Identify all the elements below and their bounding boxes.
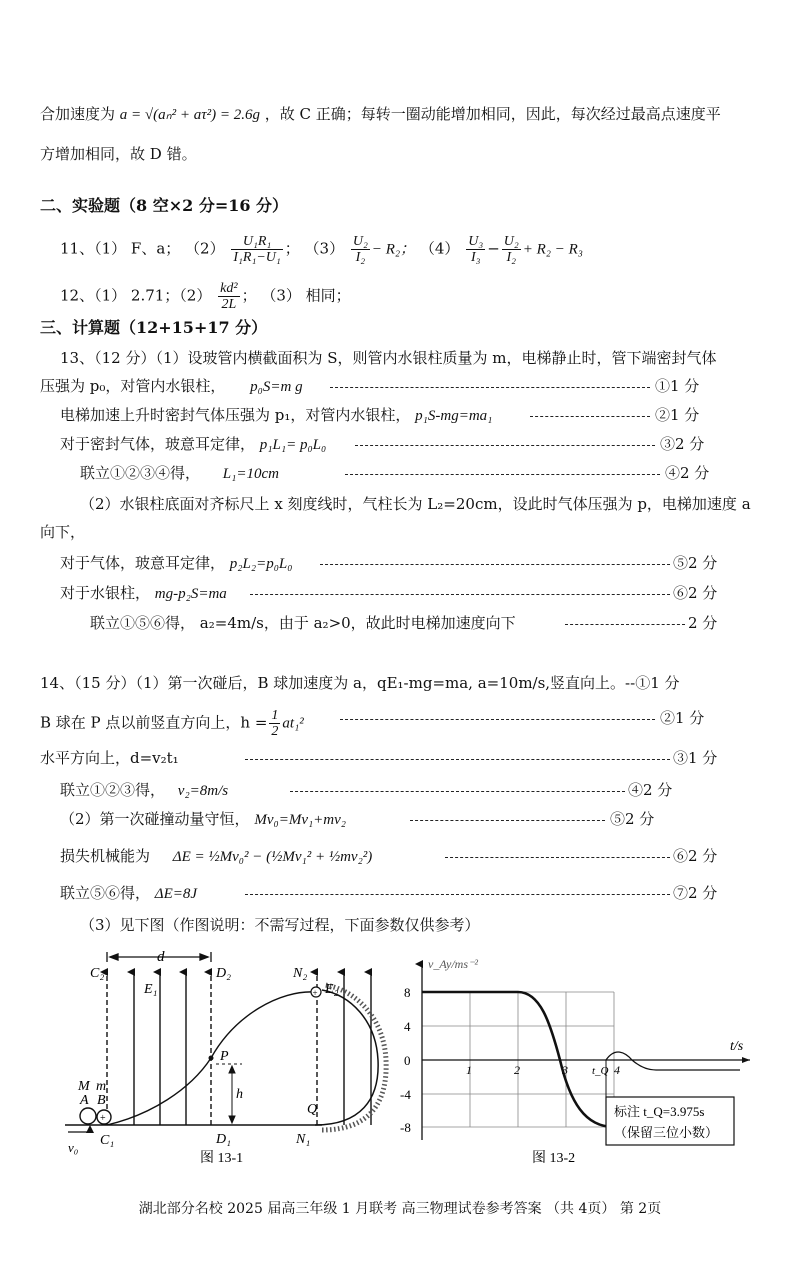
q11-line <box>60 234 583 265</box>
label-d: d <box>157 949 165 965</box>
q11-part4-num2: U₂ <box>503 234 519 249</box>
q12-part2-tail: ； <box>241 286 257 305</box>
q14-l6-score: ⑥2 分 <box>673 847 718 865</box>
leader-dashes <box>245 894 670 895</box>
q11-part4-minus: − <box>487 239 500 258</box>
leader-dashes <box>355 445 655 446</box>
q14-line-1: 14、（15 分）（1）第一次碰后，B 球加速度为 a，qE₁-mg=ma, a=10m/s,竖直向上。--①1 分 <box>40 674 680 692</box>
label-m-small: m <box>96 1079 107 1094</box>
q12-label: 12、 <box>60 286 95 305</box>
q13-line-10 <box>90 613 516 633</box>
q13-line-6: （2）水银柱底面对齐标尺上 x 刻度线时，气柱长为 L₂=20cm，设此时气体压强为 p，电梯加速度 a <box>80 495 751 513</box>
point-p-dot <box>209 1056 214 1061</box>
q13-l5-eq: L₁=10cm <box>222 466 279 482</box>
q14-line-6 <box>60 846 372 867</box>
figure-13-1 <box>60 940 400 1170</box>
q14-line-4 <box>60 780 228 801</box>
q13-l4-eq: p₁L₁= p₀L₀ <box>259 437 327 453</box>
q14-line-3 <box>40 748 179 768</box>
leader-dashes <box>245 759 670 760</box>
q12-part2-den: 2L <box>221 297 237 312</box>
q14-l7-text: 联立⑤⑥得， <box>60 884 151 902</box>
intro-line-1 <box>40 104 721 125</box>
q14-l7-score: ⑦2 分 <box>673 884 718 902</box>
xtick-2: 2 <box>514 1063 520 1077</box>
q14-line-2 <box>40 708 304 739</box>
label-d1: D₁ <box>216 1132 231 1147</box>
leader-dashes <box>445 857 670 858</box>
label-e2: E₂ <box>325 982 339 997</box>
q11-part3-fraction <box>351 234 370 265</box>
leader-dashes <box>410 820 605 821</box>
q14-l3-score: ③1 分 <box>673 749 718 767</box>
xtick-4: 4 <box>614 1063 620 1077</box>
leader-dashes <box>565 624 685 625</box>
q14-l5-score: ⑤2 分 <box>610 810 655 828</box>
label-b: B <box>97 1093 106 1108</box>
q14-l2-text: B 球在 P 点以前竖直方向上，h = <box>40 713 268 732</box>
label-q: Q <box>307 1102 318 1117</box>
q11-part4-num1: U₃ <box>468 234 484 249</box>
x-axis-arrowhead <box>742 1057 750 1063</box>
q11-part3-num: U₂ <box>352 234 368 249</box>
xtick-3: 3 <box>562 1063 568 1077</box>
q13-line-1: 13、（12 分）（1）设玻管内横截面积为 S，则管内水银柱质量为 m，电梯静止时，管下端密封气体 <box>60 349 717 367</box>
q11-part3-label: （3） <box>304 239 345 258</box>
q14-l3-text: 水平方向上，d=v₂t₁ <box>40 749 179 767</box>
q14-l6-eq: ΔE = ½Mv₀² − (½Mv₁² + ½mv₂²) <box>172 849 373 865</box>
ball-a <box>80 1108 96 1124</box>
ytick-8: 8 <box>404 985 411 1000</box>
q13-l2-score: ①1 分 <box>655 377 700 395</box>
ytick-4: 4 <box>404 1019 411 1034</box>
intro-suffix: ，故 C 正确；每转一圈动能增加相同，因此，每次经过最高点速度平 <box>264 105 721 123</box>
q13-line-4 <box>60 434 326 455</box>
label-n1: N₁ <box>296 1132 311 1147</box>
q13-line-2 <box>40 376 303 397</box>
q11-part4-label: （4） <box>419 239 460 258</box>
q13-l3-score: ②1 分 <box>655 406 700 424</box>
section3-title: 三、计算题（12+15+17 分） <box>40 318 268 337</box>
plus-sign: + <box>100 1113 106 1124</box>
q14-line-7 <box>60 883 197 904</box>
q13-l4-text: 对于密封气体，玻意耳定律， <box>60 435 256 453</box>
q13-l10-eq: a₂=4m/s，由于 a₂>0，故此时电梯加速度向下 <box>199 614 516 632</box>
intro-prefix: 合加速度为 <box>40 105 116 123</box>
q14-l2-den: 2 <box>271 724 279 739</box>
q13-line-9 <box>60 583 227 604</box>
q11-part3-tail: − R₂； <box>371 241 416 258</box>
section2-title: 二、实验题（8 空×2 分=16 分） <box>40 196 289 215</box>
q11-part4-fraction1 <box>466 234 485 265</box>
q13-l8-score: ⑤2 分 <box>673 554 718 572</box>
q14-l4-text: 联立①②③得， <box>60 781 166 799</box>
q14-l2-fraction <box>269 708 280 739</box>
q11-label: 11、 <box>60 239 95 258</box>
q11-part4-fraction2 <box>502 234 521 265</box>
xtick-1: 1 <box>466 1063 472 1077</box>
q13-l5-score: ④2 分 <box>665 464 710 482</box>
leader-dashes <box>345 474 660 475</box>
q12-part1: （1） 2.71；（2） <box>94 286 212 305</box>
q11-part4-den2: I₂ <box>506 250 517 265</box>
field-lines-e1 <box>107 972 211 1125</box>
label-d2: D₂ <box>216 966 231 981</box>
fig2-caption: 图 13-2 <box>532 1151 576 1166</box>
ytick-0: 0 <box>404 1053 411 1068</box>
label-v0: v₀ <box>68 1140 79 1155</box>
fig1-caption: 图 13-1 <box>200 1151 244 1166</box>
q13-l8-eq: p₂L₂=p₀L₀ <box>229 556 293 572</box>
q14-l2-eq: at₁² <box>282 715 304 732</box>
leader-dashes <box>330 387 650 388</box>
q14-l5-eq: Mv₀=Mv₁+mv₂ <box>254 812 347 828</box>
q11-part2-label: （2） <box>185 239 225 258</box>
y-axis-label: v_Ay/ms⁻² <box>428 957 478 971</box>
tail-curve <box>606 1052 740 1070</box>
leader-dashes <box>290 791 625 792</box>
q13-line-3 <box>60 405 492 426</box>
q14-l7-eq: ΔE=8J <box>154 886 198 902</box>
q12-part2-fraction <box>218 281 239 312</box>
q13-l10-score: 2 分 <box>688 614 718 632</box>
q11-part1: （1） F、a； <box>94 239 181 258</box>
q14-l6-text: 损失机械能为 <box>60 847 151 865</box>
label-c1: C₁ <box>100 1133 115 1148</box>
q13-l4-score: ③2 分 <box>660 435 705 453</box>
q13-l5-text: 联立①②③④得， <box>80 464 201 482</box>
q12-part3: （3） 相同； <box>261 286 351 305</box>
q14-line-5 <box>60 809 346 830</box>
q11-part2-tail: ； <box>284 239 300 258</box>
q13-l2-eq: p₀S=m g <box>250 379 303 395</box>
figure-13-2 <box>400 952 770 1177</box>
q13-l3-text: 电梯加速上升时密封气体压强为 p₁，对管内水银柱， <box>60 406 411 424</box>
label-h: h <box>236 1087 243 1102</box>
label-n2: N₂ <box>293 966 308 981</box>
q13-l9-text: 对于水银柱， <box>60 584 151 602</box>
leader-dashes <box>250 594 670 595</box>
q14-line-8: （3）见下图（作图说明：不需写过程，下面参数仅供参考） <box>80 916 480 934</box>
label-a: A <box>80 1093 89 1108</box>
q14-l4-eq: v₂=8m/s <box>177 783 229 799</box>
leader-dashes <box>530 416 650 417</box>
plus-sign: + <box>312 988 318 998</box>
q13-l9-score: ⑥2 分 <box>673 584 718 602</box>
intro-line-2: 方增加相同，故 D 错。 <box>40 145 197 163</box>
q13-l10-text: 联立①⑤⑥得， <box>90 614 196 632</box>
q13-line-5 <box>80 463 279 484</box>
q12-line <box>60 281 351 312</box>
q12-part2-num: kd² <box>220 281 238 296</box>
q11-part2-den: I₁R₁−U₁ <box>233 250 281 265</box>
q11-part3-den: I₂ <box>355 250 366 265</box>
leader-dashes <box>320 564 670 565</box>
ytick-neg4: -4 <box>400 1087 411 1102</box>
q13-l2-text: 压强为 p₀，对管内水银柱， <box>40 377 226 395</box>
q11-part2-fraction <box>231 234 282 265</box>
q11-part4-den1: I₃ <box>470 250 481 265</box>
q13-l9-eq: mg-p₂S=ma <box>154 586 227 602</box>
q11-part2-num: U₁R₁ <box>231 234 282 250</box>
note-line-1: 标注 t_Q=3.975s <box>614 1104 705 1119</box>
q11-part4-tail: + R₂ − R₃ <box>522 241 584 258</box>
q13-l8-text: 对于气体，玻意耳定律， <box>60 554 226 572</box>
label-c2: C₂ <box>90 966 105 981</box>
page-footer: 湖北部分名校 2025 届高三年级 1 月联考 高三物理试卷参考答案 （共 4页） 第 2页 <box>138 1201 662 1217</box>
q13-line-7: 向下， <box>40 523 86 541</box>
q14-l4-score: ④2 分 <box>628 781 673 799</box>
leader-dashes <box>340 719 655 720</box>
tq-label: t_Q <box>592 1065 609 1077</box>
q14-l2-score: ②1 分 <box>660 709 705 727</box>
label-p: P <box>220 1049 229 1064</box>
label-e1: E₁ <box>144 982 158 997</box>
intro-formula: a = √(aₙ² + aτ²) = 2.6g <box>119 107 260 123</box>
x-axis-label: t/s <box>730 1039 744 1054</box>
q13-l3-eq: p₁S-mg=ma₁ <box>415 408 493 424</box>
q13-line-8 <box>60 553 292 574</box>
label-m-big: M <box>78 1079 90 1094</box>
q14-l5-text: （2）第一次碰撞动量守恒， <box>60 810 250 828</box>
ytick-neg8: -8 <box>400 1120 411 1135</box>
q14-l2-num: 1 <box>271 708 279 723</box>
note-line-2: （保留三位小数） <box>614 1125 719 1140</box>
